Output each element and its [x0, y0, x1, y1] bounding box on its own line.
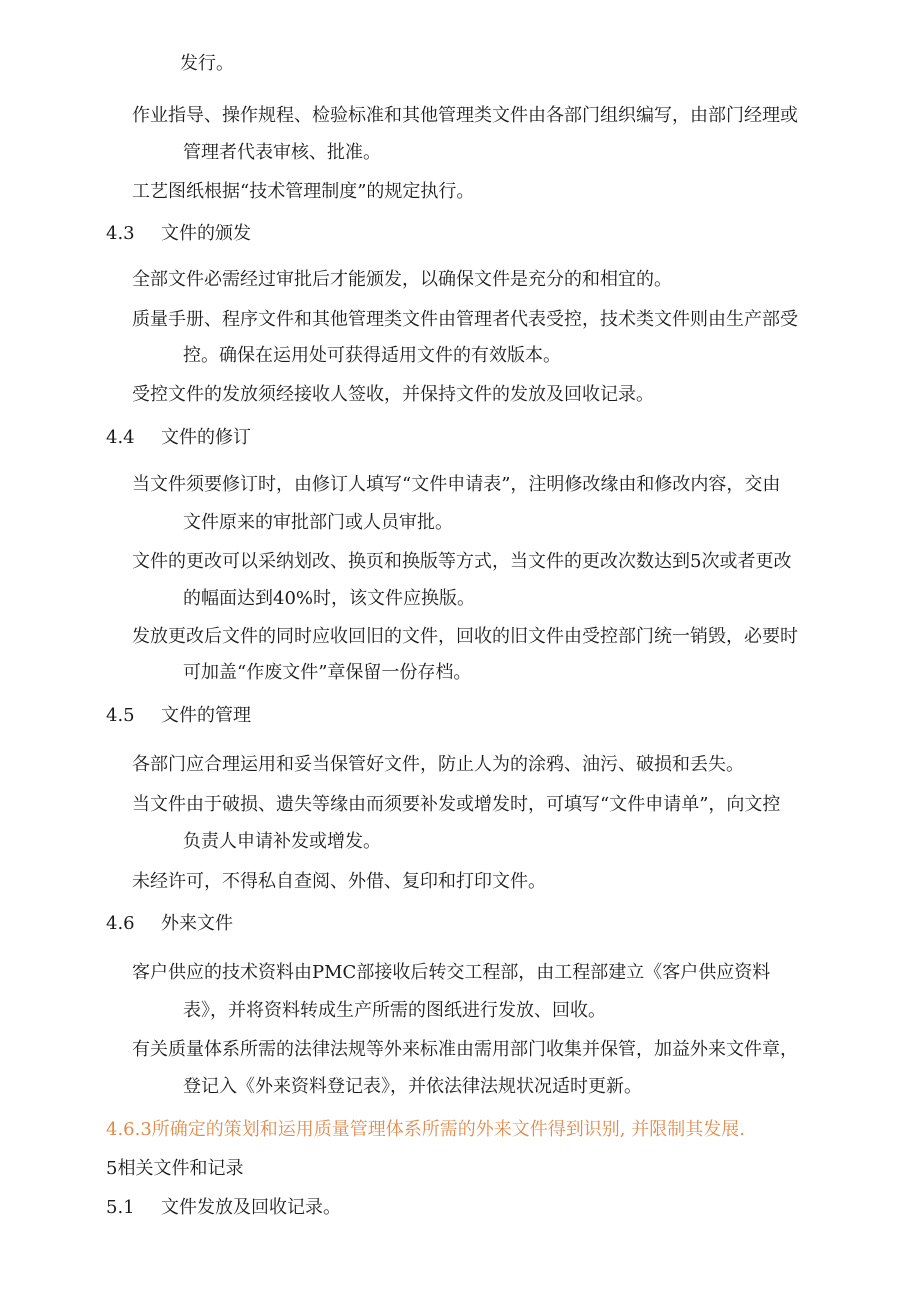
section-title: 文件的管理 — [161, 705, 251, 726]
section-title: 文件发放及回收记录。 — [161, 1197, 341, 1218]
section-number: 5.1 — [106, 1197, 135, 1218]
paragraph-line: 当文件由于破损、遗失等缘由而须要补发或增发时，可填写“文件申请单”，向文控 — [132, 794, 781, 815]
paragraph-line: 发行。 — [180, 53, 234, 74]
section-number: 4.6 — [106, 913, 135, 934]
section-heading-5: 5相关文件和记录 — [106, 1158, 244, 1179]
paragraph-line: 发放更改后文件的同时应收回旧的文件，回收的旧文件由受控部门统一销毁，必要时 — [132, 626, 798, 647]
paragraph-line: 质量手册、程序文件和其他管理类文件由管理者代表受控，技术类文件则由生产部受 — [132, 309, 798, 330]
paragraph-line: 的幅面达到40%时，该文件应换版。 — [183, 588, 476, 609]
section-title: 文件的修订 — [161, 427, 251, 448]
section-number: 4.3 — [106, 223, 135, 244]
paragraph-line: 有关质量体系所需的法律法规等外来标准由需用部门收集并保管，加益外来文件章， — [132, 1039, 798, 1060]
paragraph-line: 客户供应的技术资料由PMC部接收后转交工程部，由工程部建立《客户供应资料 — [132, 962, 771, 983]
section-number: 4.5 — [106, 705, 135, 726]
paragraph-line: 作业指导、操作规程、检验标准和其他管理类文件由各部门组织编写，由部门经理或 — [132, 105, 798, 126]
paragraph-line: 可加盖“作废文件”章保留一份存档。 — [183, 662, 472, 683]
section-number: 4.4 — [106, 427, 135, 448]
paragraph-line: 管理者代表审核、批准。 — [183, 142, 381, 163]
paragraph-line: 负责人申请补发或增发。 — [183, 831, 381, 852]
paragraph-line: 当文件须要修订时，由修订人填写“文件申请表”，注明修改缘由和修改内容，交由 — [132, 474, 781, 495]
paragraph-line: 全部文件必需经过审批后才能颁发，以确保文件是充分的和相宜的。 — [132, 269, 672, 290]
section-title: 外来文件 — [161, 913, 233, 934]
paragraph-line: 工艺图纸根据“技术管理制度”的规定执行。 — [132, 181, 475, 202]
paragraph-line: 表》，并将资料转成生产所需的图纸进行发放、回收。 — [183, 1000, 606, 1021]
section-title: 文件的颁发 — [161, 223, 251, 244]
paragraph-line: 未经许可，不得私自查阅、外借、复印和打印文件。 — [132, 871, 546, 892]
paragraph-line: 文件的更改可以采纳划改、换页和换版等方式，当文件的更改次数达到5次或者更改 — [132, 551, 792, 572]
paragraph-line: 受控文件的发放须经接收人签收，并保持文件的发放及回收记录。 — [132, 384, 654, 405]
paragraph-line: 控。确保在运用处可获得适用文件的有效版本。 — [183, 345, 561, 366]
paragraph-line: 登记入《外来资料登记表》，并依法律法规状况适时更新。 — [183, 1076, 642, 1097]
paragraph-line: 文件原来的审批部门或人员审批。 — [183, 512, 453, 533]
paragraph-line: 各部门应合理运用和妥当保管好文件，防止人为的涂鸦、油污、破损和丢失。 — [132, 754, 744, 775]
highlighted-clause: 4.6.3所确定的策划和运用质量管理体系所需的外来文件得到识别, 并限制其发展. — [106, 1119, 745, 1140]
